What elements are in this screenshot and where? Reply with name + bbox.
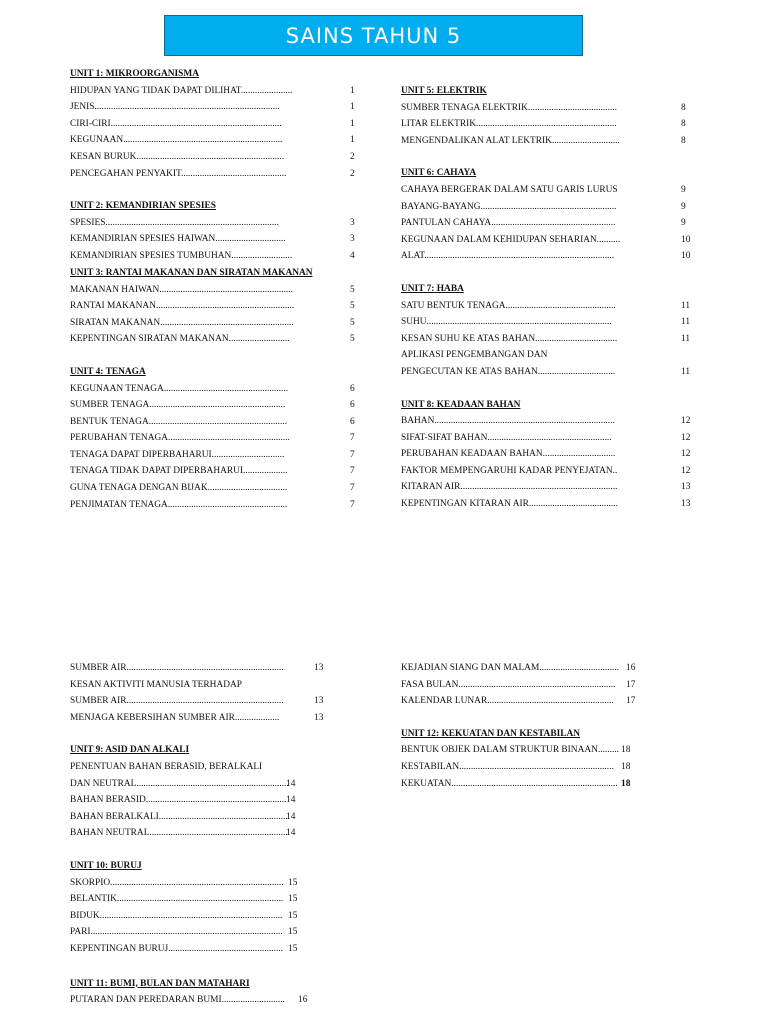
toc-entry-page: 2 xyxy=(350,168,355,179)
toc-entry-title: KESAN SUHU KE ATAS BAHAN................................... xyxy=(401,333,618,344)
toc-entry-page: 11 xyxy=(681,333,691,344)
toc-entry-title: MENGENDALIKAN ALAT LEKTRIK............................. xyxy=(401,135,620,146)
toc-entry xyxy=(401,248,696,265)
toc-entry xyxy=(70,825,360,842)
toc-entry xyxy=(70,149,360,166)
toc-entry-title: FASA BULAN................................................................... xyxy=(401,679,616,690)
toc-entry xyxy=(70,660,360,677)
toc-entry-title: PERUBAHAN KEADAAN BAHAN............................... xyxy=(401,449,616,460)
toc-entry-title: SIFAT-SIFAT BAHAN..................................................... xyxy=(401,432,612,443)
toc-entry-page: 15 xyxy=(288,927,298,938)
toc-entry-page: 13 xyxy=(314,663,324,673)
toc-entry-page: 9 xyxy=(681,184,686,195)
toc-entry-page: 14 xyxy=(286,828,296,839)
toc-entry-page: 7 xyxy=(350,433,355,444)
toc-entry-title: PANTULAN CAHAYA..................................................... xyxy=(401,218,616,229)
toc-entry xyxy=(70,397,360,414)
toc-entry-title: KEGUNAAN.................................................................... xyxy=(70,135,283,146)
toc-entry xyxy=(401,446,696,463)
toc-entry-title: BENTUK OBJEK DALAM STRUKTUR BINAAN......... xyxy=(401,745,619,756)
toc-entry-title: SUHU............................................................................... xyxy=(401,317,612,328)
toc-entry-page: 8 xyxy=(681,119,686,130)
toc-entry-title: KESAN AKTIVITI MANUSIA TERHADAP xyxy=(70,679,242,690)
toc-entry-page: 13 xyxy=(314,696,324,707)
toc-entry xyxy=(401,100,696,117)
toc-entry-page: 7 xyxy=(350,499,355,510)
unit-entries xyxy=(401,182,696,265)
unit-heading: UNIT 12: KEKUATAN DAN KESTABILAN xyxy=(401,728,581,739)
toc-entry xyxy=(401,463,696,480)
toc-entry xyxy=(70,776,360,793)
toc-entry-page: 5 xyxy=(350,317,355,328)
toc-entry xyxy=(401,479,696,496)
toc-entry xyxy=(401,232,696,249)
toc-entry-page: 18 xyxy=(621,745,631,756)
unit-heading: UNIT 5: ELEKTRIK xyxy=(401,86,487,96)
toc-entry-page: 6 xyxy=(350,383,355,394)
toc-entry xyxy=(70,116,360,133)
unit-heading: UNIT 4: TENAGA xyxy=(70,366,146,377)
toc-entry xyxy=(401,298,696,315)
unit-entries xyxy=(70,83,360,183)
toc-entry xyxy=(70,693,360,710)
toc-entry-title: PENJIMATAN TENAGA................................................... xyxy=(70,499,288,510)
toc-entry xyxy=(70,447,360,464)
toc-entry-page: 3 xyxy=(350,217,355,228)
toc-entry-title: BAHAN............................................................................. xyxy=(401,416,615,427)
toc-entry-title: RANTAI MAKANAN........................................................... xyxy=(70,301,295,312)
toc-entry xyxy=(70,248,360,265)
toc-entry-title: KALENDAR LUNAR...................................................... xyxy=(401,696,614,707)
toc-entry-title: FAKTOR MEMPENGARUHI KADAR PENYEJATAN.. xyxy=(401,465,618,476)
toc-entry xyxy=(70,132,360,149)
toc-entry-title: BAYANG-BAYANG.......................................................... xyxy=(401,201,617,212)
unit-entries xyxy=(70,992,360,1009)
toc-entry-page: 8 xyxy=(681,102,686,113)
toc-entry xyxy=(401,314,696,331)
toc-entry-page: 12 xyxy=(681,432,691,443)
toc-entry-title: PENENTUAN BAHAN BERASID, BERALKALI xyxy=(70,761,263,772)
toc-entry-page: 8 xyxy=(681,135,686,146)
toc-entry-title: DAN NEUTRAL................................................................. xyxy=(70,778,289,789)
toc-entry-title: BAHAN NEUTRAL........................................................... xyxy=(70,828,288,839)
unit-heading: UNIT 3: RANTAI MAKANAN DAN SIRATAN MAKANAN xyxy=(70,267,313,278)
unit-heading: UNIT 8: KEADAAN BAHAN xyxy=(401,399,521,410)
unit-entries xyxy=(70,875,360,958)
toc-entry-title: PUTARAN DAN PEREDARAN BUMI........................... xyxy=(70,995,285,1006)
toc-entry-page: 18 xyxy=(621,778,631,789)
page-title: SAINS TAHUN 5 xyxy=(285,23,462,48)
toc-entry-title: BELANTIK....................................................................... xyxy=(70,894,284,905)
toc-entry-page: 1 xyxy=(350,135,355,146)
toc-entry-page: 1 xyxy=(350,102,355,113)
toc-entry xyxy=(70,463,360,480)
unit-entries xyxy=(70,215,360,265)
toc-entry xyxy=(70,908,360,925)
toc-entry xyxy=(401,693,696,710)
toc-entry-title: KEGUNAAN TENAGA..................................................... xyxy=(70,383,289,394)
toc-entry-page: 6 xyxy=(350,416,355,427)
toc-entry-title: KEKUATAN....................................................................... xyxy=(401,778,618,789)
toc-entry-page: 12 xyxy=(681,416,691,427)
toc-entry-title: CAHAYA BERGERAK DALAM SATU GARIS LURUS xyxy=(401,184,618,195)
toc-entry xyxy=(401,182,696,199)
toc-entry xyxy=(70,759,360,776)
toc-entry xyxy=(70,83,360,100)
toc-entry-title: PERUBAHAN TENAGA.................................................... xyxy=(70,433,290,444)
toc-entry-title: SIRATAN MAKANAN......................................................... xyxy=(70,317,294,328)
toc-entry xyxy=(70,891,360,908)
toc-entry-page: 9 xyxy=(681,218,686,229)
toc-entry xyxy=(401,413,696,430)
toc-entry-title: LITAR ELEKTRIK............................................................ xyxy=(401,119,617,130)
toc-entry xyxy=(70,99,360,116)
toc-entry-title: BAHAN BERASID............................................................ xyxy=(70,795,287,806)
toc-entry-page: 2 xyxy=(350,151,355,162)
toc-entry-title: TENAGA DAPAT DIPERBAHARUI............................... xyxy=(70,449,285,460)
toc-entry-page: 10 xyxy=(681,251,691,262)
toc-entry xyxy=(70,282,360,299)
toc-entry-title: KEMANDIRIAN SPESIES TUMBUHAN.......................... xyxy=(70,250,293,261)
toc-entry-title: SUMBER TENAGA ELEKTRIK...................................... xyxy=(401,102,617,113)
toc-entry-page: 15 xyxy=(288,877,298,888)
toc-entry-title: SATU BENTUK TENAGA............................................... xyxy=(401,300,616,311)
toc-entry-page: 7 xyxy=(350,466,355,477)
toc-entry-title: SUMBER AIR................................................................... xyxy=(70,696,284,707)
toc-entry-title: KEPENTINGAN SIRATAN MAKANAN.......................... xyxy=(70,334,290,345)
toc-entry xyxy=(70,924,360,941)
toc-entry-page: 13 xyxy=(314,712,324,723)
toc-entry-page: 5 xyxy=(350,284,355,295)
toc-entry-page: 17 xyxy=(626,679,636,690)
toc-entry xyxy=(70,215,360,232)
toc-entry-title: HIDUPAN YANG TIDAK DAPAT DILIHAT...................... xyxy=(70,85,293,96)
toc-entry-page: 3 xyxy=(350,234,355,245)
toc-entry xyxy=(401,430,696,447)
toc-entry-title: SUMBER TENAGA.......................................................... xyxy=(70,400,286,411)
toc-entry xyxy=(401,133,696,150)
unit-heading: UNIT 1: MIKROORGANISMA xyxy=(70,69,199,79)
toc-entry xyxy=(70,430,360,447)
toc-entry xyxy=(70,677,360,694)
unit-heading: UNIT 2: KEMANDIRIAN SPESIES xyxy=(70,201,216,212)
toc-entry-page: 15 xyxy=(288,894,298,905)
toc-entry xyxy=(401,660,696,677)
toc-entry-title: APLIKASI PENGEMBANGAN DAN xyxy=(401,350,548,361)
toc-entry-title: BENTUK TENAGA........................................................... xyxy=(70,416,288,427)
unit-entries xyxy=(401,100,696,150)
toc-entry-page: 16 xyxy=(626,663,636,673)
unit-entries xyxy=(70,759,360,842)
toc-entry-page: 12 xyxy=(681,449,691,460)
toc-entry-page: 7 xyxy=(350,483,355,494)
toc-entry-page: 16 xyxy=(298,995,308,1006)
toc-entry-title: PENCEGAHAN PENYAKIT............................................. xyxy=(70,168,287,179)
toc-entry xyxy=(401,215,696,232)
toc-entry-page: 17 xyxy=(626,696,636,707)
toc-entry-title: PENGECUTAN KE ATAS BAHAN................................. xyxy=(401,366,616,377)
toc-entry xyxy=(70,315,360,332)
toc-entry-title: KEGUNAAN DALAM KEHIDUPAN SEHARIAN.......... xyxy=(401,234,621,245)
toc-entry xyxy=(70,381,360,398)
toc-entry xyxy=(70,710,360,727)
unit-entries xyxy=(70,381,360,514)
toc-entry-page: 5 xyxy=(350,334,355,345)
toc-column-top-right xyxy=(401,83,696,513)
toc-entry xyxy=(401,331,696,348)
toc-entry xyxy=(401,347,696,364)
toc-entry-title: JENIS............................................................................... xyxy=(70,102,280,113)
toc-entry-title: KESTABILAN.................................................................. xyxy=(401,761,614,772)
toc-entry-title: KEJADIAN SIANG DAN MALAM.................................. xyxy=(401,663,619,673)
toc-entry xyxy=(70,809,360,826)
toc-entry-title: KITARAN AIR................................................................... xyxy=(401,482,618,493)
unit-heading: UNIT 9: ASID DAN ALKALI xyxy=(70,745,190,756)
unit-heading: UNIT 11: BUMI, BULAN DAN MATAHARI xyxy=(70,978,250,989)
toc-entry-title: ALAT................................................................................. xyxy=(401,251,615,262)
toc-entry-page: 5 xyxy=(350,301,355,312)
toc-entry xyxy=(70,875,360,892)
toc-entry-title: KEPENTINGAN BURUJ................................................. xyxy=(70,943,284,954)
toc-entry-page: 11 xyxy=(681,366,691,377)
toc-entry-page: 7 xyxy=(350,449,355,460)
toc-entry-title: SUMBER AIR................................................................... xyxy=(70,663,284,673)
toc-entry-title: BAHAN BERALKALI....................................................... xyxy=(70,811,288,822)
toc-entry xyxy=(401,759,696,776)
unit-entries xyxy=(401,742,696,792)
toc-entry-title: TENAGA TIDAK DAPAT DIPERBAHARUI................... xyxy=(70,466,288,477)
toc-entry xyxy=(401,742,696,759)
toc-entry-page: 6 xyxy=(350,400,355,411)
toc-column-bottom-left xyxy=(70,660,360,1009)
unit-entries xyxy=(70,282,360,348)
toc-entry xyxy=(70,792,360,809)
toc-entry-page: 11 xyxy=(681,300,691,311)
unit-entries xyxy=(401,298,696,381)
toc-entry-page: 14 xyxy=(286,778,296,789)
toc-entry-page: 1 xyxy=(350,118,355,129)
toc-entry-page: 11 xyxy=(681,317,691,328)
toc-entry-title: KESAN BURUK............................................................... xyxy=(70,151,285,162)
toc-entry xyxy=(70,480,360,497)
toc-entry-title: MENJAGA KEBERSIHAN SUMBER AIR................... xyxy=(70,712,280,723)
toc-entry-title: GUNA TENAGA DENGAN BIJAK.................................. xyxy=(70,483,288,494)
unit-heading: UNIT 6: CAHAYA xyxy=(401,168,477,179)
toc-entry-title: SKORPIO.......................................................................... xyxy=(70,877,284,888)
toc-entry-page: 13 xyxy=(681,499,691,510)
unit-entries xyxy=(401,413,696,513)
toc-entry-title: PARI.................................................................................. xyxy=(70,927,283,938)
toc-entry xyxy=(70,414,360,431)
toc-entry-title: MAKANAN HAIWAN......................................................... xyxy=(70,284,293,295)
toc-entry xyxy=(401,364,696,381)
toc-entry xyxy=(70,992,360,1009)
toc-entry-page: 14 xyxy=(286,811,296,822)
toc-entry-page: 18 xyxy=(621,761,631,772)
unit-heading: UNIT 10: BURUJ xyxy=(70,860,142,871)
toc-entry-page: 10 xyxy=(681,234,691,245)
toc-entry-page: 15 xyxy=(288,943,298,954)
toc-entry xyxy=(70,298,360,315)
toc-entry xyxy=(70,331,360,348)
toc-entry-page: 14 xyxy=(286,795,296,806)
toc-entry xyxy=(70,497,360,514)
toc-entry-title: BIDUK.............................................................................. xyxy=(70,910,283,921)
toc-entry-title: KEMANDIRIAN SPESIES HAIWAN.............................. xyxy=(70,234,286,245)
toc-entry xyxy=(401,199,696,216)
toc-entry-page: 13 xyxy=(681,482,691,493)
toc-entry xyxy=(70,231,360,248)
toc-entry xyxy=(70,941,360,958)
unit-heading: UNIT 7: HABA xyxy=(401,283,464,294)
toc-entry xyxy=(401,496,696,513)
toc-entry-title: CIRI-CIRI......................................................................... xyxy=(70,118,282,129)
toc-entry-page: 1 xyxy=(350,85,355,96)
toc-entry-title: SPESIES.......................................................................... xyxy=(70,217,279,228)
toc-entry-page: 15 xyxy=(288,910,298,921)
title-banner xyxy=(164,15,583,56)
toc-entry-title: KEPENTINGAN KITARAN AIR...................................... xyxy=(401,499,618,510)
toc-entry-page: 12 xyxy=(681,465,691,476)
toc-entry-page: 9 xyxy=(681,201,686,212)
unit-entries xyxy=(401,660,696,710)
unit-entries xyxy=(70,660,360,726)
toc-entry-page: 4 xyxy=(350,250,355,261)
toc-entry xyxy=(70,166,360,183)
toc-entry xyxy=(401,776,696,793)
toc-entry xyxy=(401,677,696,694)
toc-entry xyxy=(401,116,696,133)
toc-column-top-left xyxy=(70,66,360,513)
toc-column-bottom-right xyxy=(401,660,696,792)
